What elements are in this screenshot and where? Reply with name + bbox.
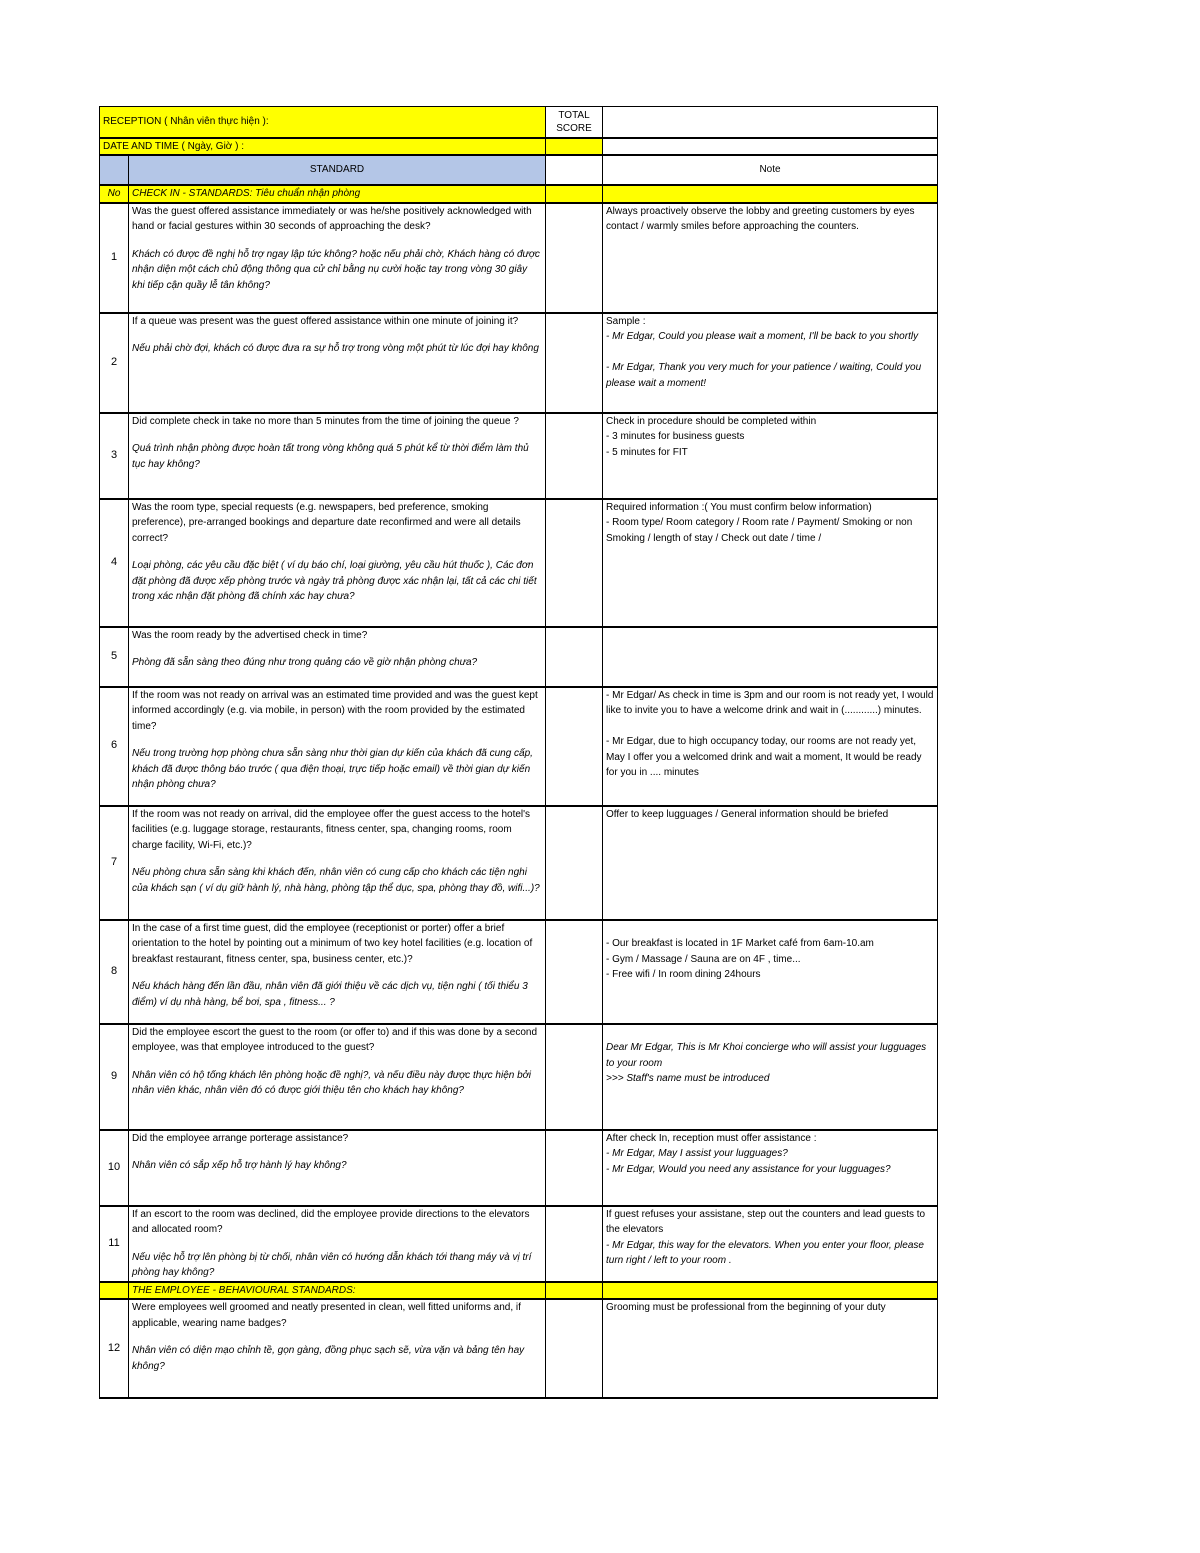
standard-cell	[129, 203, 546, 313]
row-number: 11	[100, 1206, 129, 1282]
note-line: >>> Staff's name must be introduced	[606, 1073, 770, 1084]
table-row	[100, 203, 938, 313]
table-row	[100, 499, 938, 627]
row-number: 8	[100, 920, 129, 1024]
header-no-cell	[100, 155, 129, 185]
standard-english: Were employees well groomed and neatly presented in clean, well fitted uniforms and, if applicable, wearing name badges?	[132, 1302, 521, 1329]
score-cell[interactable]	[546, 413, 603, 499]
note-line: Grooming must be professional from the beginning of your duty	[606, 1302, 886, 1313]
standard-vietnamese: Nếu phòng chưa sẵn sàng khi khách đến, nhân viên có cung cấp cho khách các tiện nghi của khách sạn ( ví dụ giữ hành lý, nhà hàng, phòng tập thể dục, spa, phòng thay đồ, wifi...)?	[132, 867, 540, 894]
note-cell	[603, 806, 938, 920]
standard-vietnamese: Nhân viên có diện mạo chỉnh tề, gọn gàng, đồng phục sạch sẽ, vừa vặn và bảng tên hay không?	[132, 1345, 525, 1372]
standard-cell	[129, 413, 546, 499]
row-number: 2	[100, 313, 129, 413]
score-cell[interactable]	[546, 499, 603, 627]
note-line: Offer to keep lugguages / General information should be briefed	[606, 808, 889, 820]
standard-cell	[129, 499, 546, 627]
standard-cell	[129, 1024, 546, 1130]
table-row	[100, 1024, 938, 1130]
note-line: - Room type/ Room category / Room rate / Payment/ Smoking or non Smoking / length of stay / Check out date / time /	[606, 517, 913, 544]
note-line: - 3 minutes for business guests	[606, 431, 745, 442]
note-line: Required information :( You must confirm below information)	[606, 501, 872, 513]
row-number: 9	[100, 1024, 129, 1130]
standard-english: If the room was not ready on arrival was an estimated time provided and was the guest kept informed accordingly (e.g. via mobile, in person) with the room provided by the estimated time?	[132, 689, 538, 732]
note-header: Note	[603, 155, 938, 185]
score-cell[interactable]	[546, 627, 603, 687]
note-line: - Our breakfast is located in 1F Market café from 6am-10.am	[606, 938, 874, 949]
note-line: Check in procedure should be completed within	[606, 415, 817, 427]
note-cell	[603, 413, 938, 499]
table-row	[100, 806, 938, 920]
note-line: If guest refuses your assistane, step out the counters and lead guests to the elevators	[606, 1208, 926, 1235]
score-cell[interactable]	[546, 920, 603, 1024]
section-note-cell	[603, 1282, 938, 1300]
standard-english: If a queue was present was the guest offered assistance within one minute of joining it?	[132, 315, 519, 327]
note-line: - 5 minutes for FIT	[606, 446, 688, 458]
section-title: CHECK IN - STANDARDS: Tiêu chuẩn nhận phòng	[129, 185, 546, 203]
standard-cell	[129, 806, 546, 920]
date-time-label: DATE AND TIME ( Ngày, Giờ ) :	[100, 138, 546, 156]
note-line	[606, 921, 934, 937]
section-score-cell	[546, 185, 603, 203]
row-number: 10	[100, 1130, 129, 1206]
standard-cell	[129, 687, 546, 806]
note-line: Always proactively observe the lobby and greeting customers by eyes contact / warmly smiles before approaching the counters.	[606, 205, 915, 232]
table-row	[100, 413, 938, 499]
standard-vietnamese: Loại phòng, các yêu cầu đặc biệt ( ví dụ báo chí, loại giường, yêu cầu hút thuốc ), Các đơn đặt phòng đã được xếp phòng trước và ngày trả phòng được xác nhận lại, tất cả các chi tiết trong xác nhận đặt phòng đã chính xác hay chưa?	[132, 560, 537, 602]
table-row	[100, 627, 938, 687]
note-line	[606, 1025, 934, 1041]
standard-cell	[129, 313, 546, 413]
score-cell[interactable]	[546, 1206, 603, 1282]
standard-vietnamese: Khách có được đề nghị hỗ trợ ngay lập tức không? hoặc nếu phải chờ, Khách hàng có được nhận diện một cách chủ động thông qua cử chỉ bằng nụ cười hoặc tay trong vòng 30 giây khi tiếp cận quầy lễ tân không?	[132, 248, 540, 291]
standard-cell	[129, 1299, 546, 1398]
standard-vietnamese: Phòng đã sẵn sàng theo đúng như trong quảng cáo về giờ nhận phòng chưa?	[132, 657, 478, 668]
table-row	[100, 920, 938, 1024]
note-cell	[603, 920, 938, 1024]
row-number: 6	[100, 687, 129, 806]
row-number: 3	[100, 413, 129, 499]
note-cell	[603, 1024, 938, 1130]
note-line	[606, 345, 934, 361]
section-score-cell	[546, 1282, 603, 1300]
note-line: Sample :	[606, 315, 646, 327]
standard-vietnamese: Nhân viên có sắp xếp hỗ trợ hành lý hay không?	[132, 1160, 347, 1171]
standard-vietnamese: Nhân viên có hộ tống khách lên phòng hoặc đề nghị?, và nếu điều này được thực hiện bởi nhân viên khác, nhân viên đó có được giới thiệu tên cho khách hay không?	[132, 1069, 531, 1096]
reception-label: RECEPTION ( Nhân viên thực hiện ):	[100, 107, 546, 138]
note-cell	[603, 1130, 938, 1206]
note-line	[606, 719, 934, 735]
note-line: - Mr Edgar, May I assist your lugguages?	[606, 1148, 788, 1159]
total-score-label: TOTAL SCORE	[546, 107, 603, 138]
note-line: After check In, reception must offer assistance :	[606, 1132, 817, 1144]
standard-vietnamese: Quá trình nhận phòng được hoàn tất trong vòng không quá 5 phút kể từ thời điểm làm thủ tục hay không?	[132, 443, 529, 470]
note-cell	[603, 499, 938, 627]
note-line: - Mr Edgar, this way for the elevators. When you enter your floor, please turn right / left to your room .	[606, 1239, 924, 1266]
standard-cell	[129, 920, 546, 1024]
note-line: - Mr Edgar, Thank you very much for your patience / waiting, Could you please wait a moment!	[606, 362, 922, 389]
note-cell	[603, 313, 938, 413]
section-no-label: No	[100, 185, 129, 203]
standard-english: If the room was not ready on arrival, did the employee offer the guest access to the hotel's facilities (e.g. luggage storage, restaurants, fitness center, spa, changing rooms, room charge facility, Wi-Fi, etc.)?	[132, 808, 531, 851]
row-number: 4	[100, 499, 129, 627]
note-line: - Mr Edgar/ As check in time is 3pm and our room is not ready yet, I would like to invite you to have a welcome drink and wait in (............) minutes.	[606, 689, 934, 716]
standard-vietnamese: Nếu khách hàng đến lần đầu, nhân viên đã giới thiệu về các dịch vụ, tiện nghi ( tối thiểu 3 điểm) ví dụ nhà hàng, bể bơi, spa , fitness... ?	[132, 981, 528, 1008]
section-note-cell	[603, 185, 938, 203]
note-cell	[603, 1206, 938, 1282]
table-row	[100, 1206, 938, 1282]
note-line: Dear Mr Edgar, This is Mr Khoi concierge who will assist your lugguages to your room	[606, 1042, 927, 1069]
standard-english: In the case of a first time guest, did the employee (receptionist or porter) offer a brief orientation to the hotel by pointing out a minimum of two key hotel facilities (e.g. location of breakfast restaurant, fitness center, spa, business center, etc.)?	[132, 922, 533, 965]
row-number: 1	[100, 203, 129, 313]
note-line: - Mr Edgar, due to high occupancy today, our rooms are not ready yet, May I offer you a welcomed drink and wait a moment, It would be ready for you in .... minutes	[606, 736, 922, 778]
standard-cell	[129, 627, 546, 687]
note-line: - Free wifi / In room dining 24hours	[606, 969, 761, 980]
section-title: THE EMPLOYEE - BEHAVIOURAL STANDARDS:	[129, 1282, 546, 1300]
standard-vietnamese: Nếu trong trường hợp phòng chưa sẵn sàng như thời gian dự kiến của khách đã cung cấp, khách đã được thông báo trước ( qua điện thoại, trực tiếp hoặc email) về thời gian dự kiến nhận phòng chưa?	[132, 748, 533, 790]
note-cell	[603, 627, 938, 687]
note-line: - Gym / Massage / Sauna are on 4F , time...	[606, 953, 801, 965]
score-header-cell	[546, 155, 603, 185]
table-row	[100, 1130, 938, 1206]
standard-english: Was the room type, special requests (e.g. newspapers, bed preference, smoking preference), pre-arranged bookings and departure date reconfirmed and were all details correct?	[132, 501, 521, 544]
standard-english: Did the employee escort the guest to the room (or offer to) and if this was done by a second employee, was that employee introduced to the guest?	[132, 1026, 538, 1053]
note-cell	[603, 1299, 938, 1398]
standard-english: Did complete check in take no more than 5 minutes from the time of joining the queue ?	[132, 415, 519, 427]
section-no-label	[100, 1282, 129, 1300]
score-cell[interactable]	[546, 1130, 603, 1206]
standard-english: If an escort to the room was declined, did the employee provide directions to the elevators and allocated room?	[132, 1208, 530, 1235]
standard-cell	[129, 1130, 546, 1206]
row-number: 12	[100, 1299, 129, 1398]
standard-cell	[129, 1206, 546, 1282]
note-cell	[603, 203, 938, 313]
standard-english: Did the employee arrange porterage assistance?	[132, 1132, 349, 1144]
standard-vietnamese: Nếu việc hỗ trợ lên phòng bị từ chối, nhân viên có hướng dẫn khách tới thang máy và vị trí phòng hay không?	[132, 1251, 532, 1278]
note-line: - Mr Edgar, Could you please wait a moment, I'll be back to you shortly	[606, 331, 919, 342]
note-cell	[603, 687, 938, 806]
score-cell[interactable]	[546, 203, 603, 313]
standard-english: Was the room ready by the advertised check in time?	[132, 629, 368, 641]
standard-english: Was the guest offered assistance immediately or was he/she positively acknowledged with hand or facial gestures within 30 seconds of approaching the desk?	[132, 205, 532, 232]
standard-vietnamese: Nếu phải chờ đợi, khách có được đưa ra sự hỗ trợ trong vòng một phút từ lúc đợi hay không	[132, 343, 539, 354]
checklist-table	[99, 106, 938, 1399]
score-cell[interactable]	[546, 806, 603, 920]
score-cell[interactable]	[546, 687, 603, 806]
date-time-value-cell[interactable]	[603, 138, 938, 156]
table-row	[100, 687, 938, 806]
table-row	[100, 313, 938, 413]
total-score-value-cell[interactable]	[603, 107, 938, 138]
score-cell[interactable]	[546, 313, 603, 413]
note-line: - Mr Edgar, Would you need any assistance for your lugguages?	[606, 1163, 891, 1175]
row-number: 5	[100, 627, 129, 687]
standard-header: STANDARD	[129, 155, 546, 185]
score-cell[interactable]	[546, 1024, 603, 1130]
table-row	[100, 1299, 938, 1398]
score-cell[interactable]	[546, 1299, 603, 1398]
date-time-yellow-cell	[546, 138, 603, 156]
row-number: 7	[100, 806, 129, 920]
